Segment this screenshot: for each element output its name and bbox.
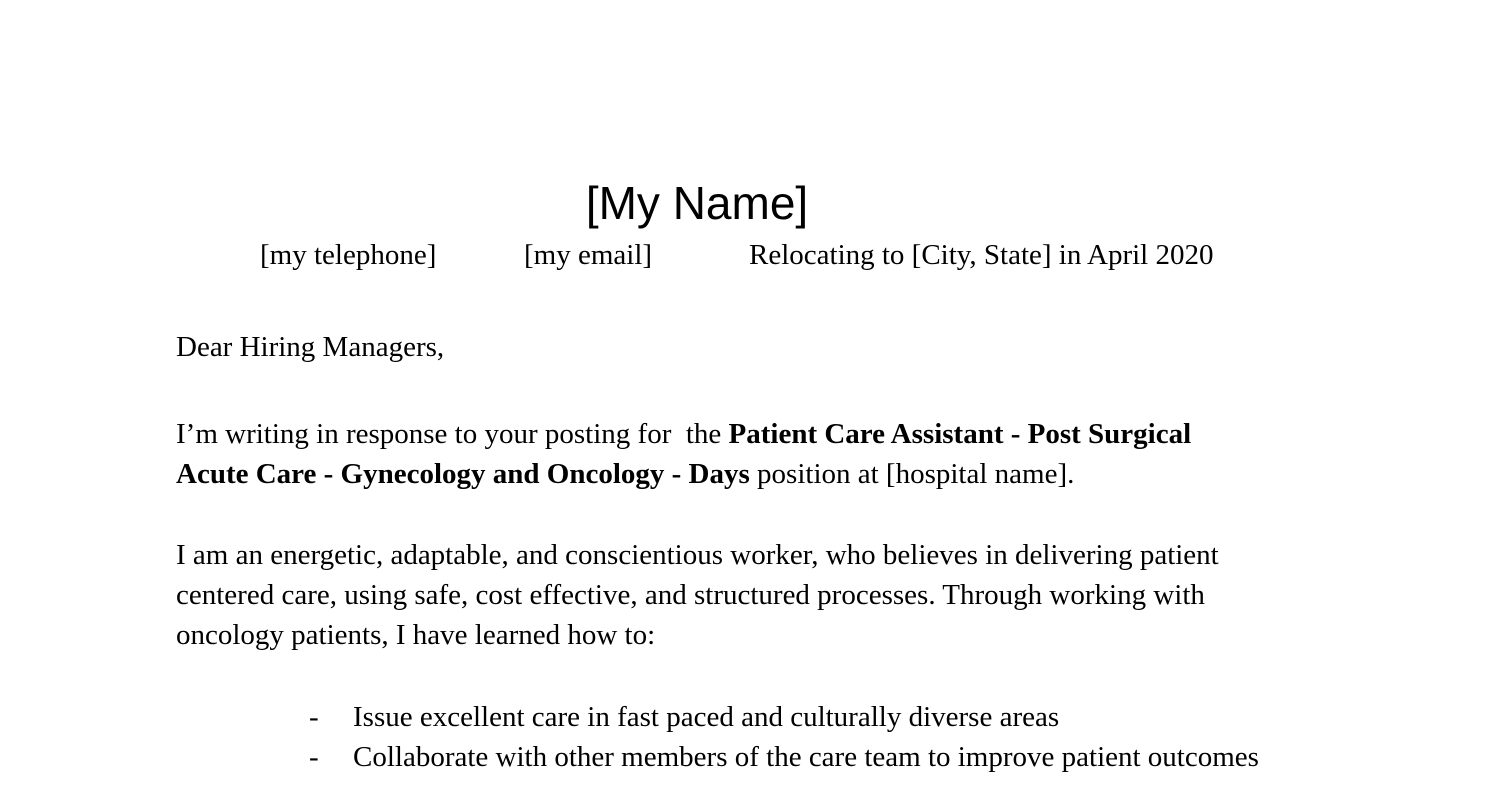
salutation: Dear Hiring Managers, <box>176 331 445 363</box>
skills-list <box>0 697 1500 777</box>
intro-line-1 <box>176 414 1286 454</box>
contact-telephone: [my telephone] <box>260 239 437 271</box>
intro-paragraph <box>176 414 1286 494</box>
position-title-part-1: Patient Care Assistant - Post Surgical <box>728 418 1192 450</box>
applicant-name: [My Name] <box>585 177 809 229</box>
position-title-part-2: Acute Care - Gynecology and Oncology - Days <box>176 458 750 490</box>
contact-relocation: Relocating to [City, State] in April 2020 <box>749 239 1214 271</box>
intro-suffix: position at [hospital name]. <box>749 458 1075 490</box>
bullet-marker: - <box>309 701 319 733</box>
bullet-marker: - <box>309 741 319 773</box>
qualifications-line-3: oncology patients, I have learned how to: <box>176 619 656 651</box>
intro-line-2 <box>176 454 1286 494</box>
list-item <box>0 697 1500 737</box>
contact-email: [my email] <box>524 239 653 271</box>
bullet-text: Collaborate with other members of the care team to improve patient outcomes <box>353 741 1259 773</box>
intro-prefix: I’m writing in response to your posting for the <box>176 418 729 450</box>
qualifications-line-2: centered care, using safe, cost effective, and structured processes. Through working with <box>176 579 1205 611</box>
list-item <box>0 737 1500 777</box>
qualifications-line-1: I am an energetic, adaptable, and conscientious worker, who believes in delivering patient <box>176 539 1219 571</box>
bullet-text: Issue excellent care in fast paced and culturally diverse areas <box>353 701 1060 733</box>
qualifications-paragraph <box>176 535 1286 655</box>
